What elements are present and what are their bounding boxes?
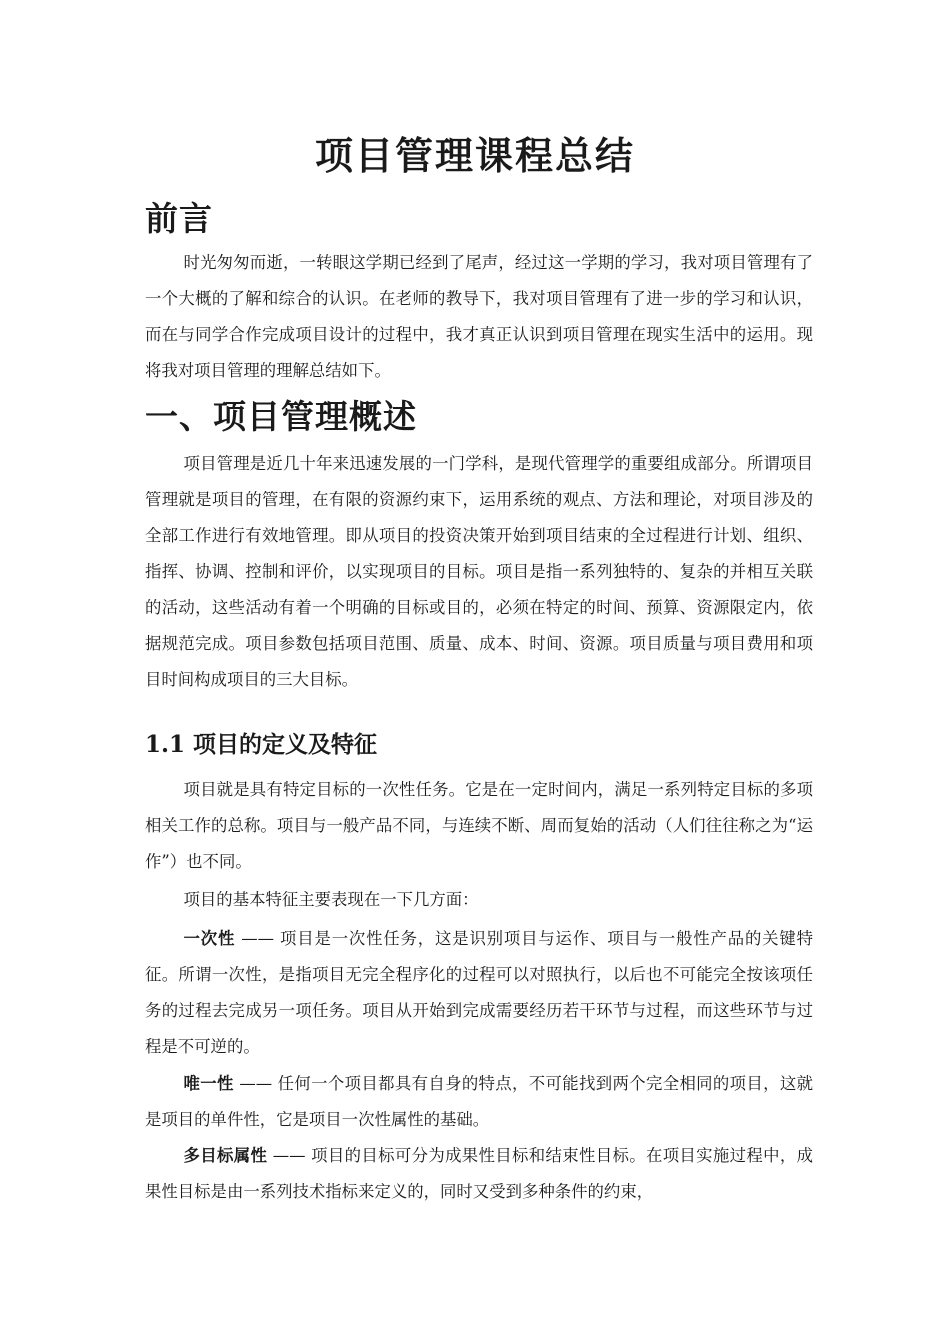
section-1-1-heading: 1.1 项目的定义及特征 bbox=[145, 731, 378, 758]
feature-text: 项目的目标可分为成果性目标和结束性目标。在项目实施过程中，成果性目标是由一系列技术指标来定义的，同时又受到多种条件的约束， bbox=[145, 1146, 814, 1201]
feature-dash: —— bbox=[233, 1074, 278, 1093]
section-1-1-paragraph-2: 项目的基本特征主要表现在一下几方面： bbox=[183, 890, 479, 909]
feature-dash: —— bbox=[267, 1146, 312, 1165]
feature-dash: —— bbox=[235, 929, 281, 948]
preface-heading: 前言 bbox=[145, 199, 213, 238]
feature-term: 一次性 bbox=[183, 929, 236, 948]
feature-paragraph-one-time bbox=[145, 921, 813, 1065]
feature-paragraph-multi-objective bbox=[145, 1138, 813, 1210]
feature-paragraph-uniqueness bbox=[145, 1066, 813, 1138]
document-title: 项目管理课程总结 bbox=[314, 134, 635, 178]
section-1-heading: 一、项目管理概述 bbox=[145, 397, 417, 436]
section-1-paragraph: 项目管理是近几十年来迅速发展的一门学科，是现代管理学的重要组成部分。所谓项目管理就是项目的管理，在有限的资源约束下，运用系统的观点、方法和理论，对项目涉及的全部工作进行有效地管理。即从项目的投资决策开始到项目结束的全过程进行计划、组织、指挥、协调、控制和评价，以实现项目的目标。项目是指一系列独特的、复杂的并相互关联的活动，这些活动有着一个明确的目标或目的，必须在特定的时间、预算、资源限定内，依据规范完成。项目参数包括项目范围、质量、成本、时间、资源。项目质量与项目费用和项目时间构成项目的三大目标。 bbox=[145, 454, 813, 689]
preface-paragraph: 时光匆匆而逝，一转眼这学期已经到了尾声，经过这一学期的学习，我对项目管理有了一个大概的了解和综合的认识。在老师的教导下，我对项目管理有了进一步的学习和认识，而在与同学合作完成项目设计的过程中，我才真正认识到项目管理在现实生活中的运用。现将我对项目管理的理解总结如下。 bbox=[145, 253, 813, 380]
feature-term: 多目标属性 bbox=[183, 1146, 268, 1165]
section-1-1-paragraph-1: 项目就是具有特定目标的一次性任务。它是在一定时间内，满足一系列特定目标的多项相关工作的总称。项目与一般产品不同，与连续不断、周而复始的活动（人们往往称之为“运作”）也不同。 bbox=[145, 780, 813, 871]
feature-text: 任何一个项目都具有自身的特点，不可能找到两个完全相同的项目，这就是项目的单件性，它是项目一次性属性的基础。 bbox=[145, 1074, 814, 1129]
feature-term: 唯一性 bbox=[183, 1074, 234, 1093]
feature-text: 项目是一次性任务，这是识别项目与运作、项目与一般性产品的关键特征。所谓一次性，是指项目无完全程序化的过程可以对照执行，以后也不可能完全按该项任务的过程去完成另一项任务。项目从开始到完成需要经历若干环节与过程，而这些环节与过程是不可逆的。 bbox=[145, 929, 813, 1056]
